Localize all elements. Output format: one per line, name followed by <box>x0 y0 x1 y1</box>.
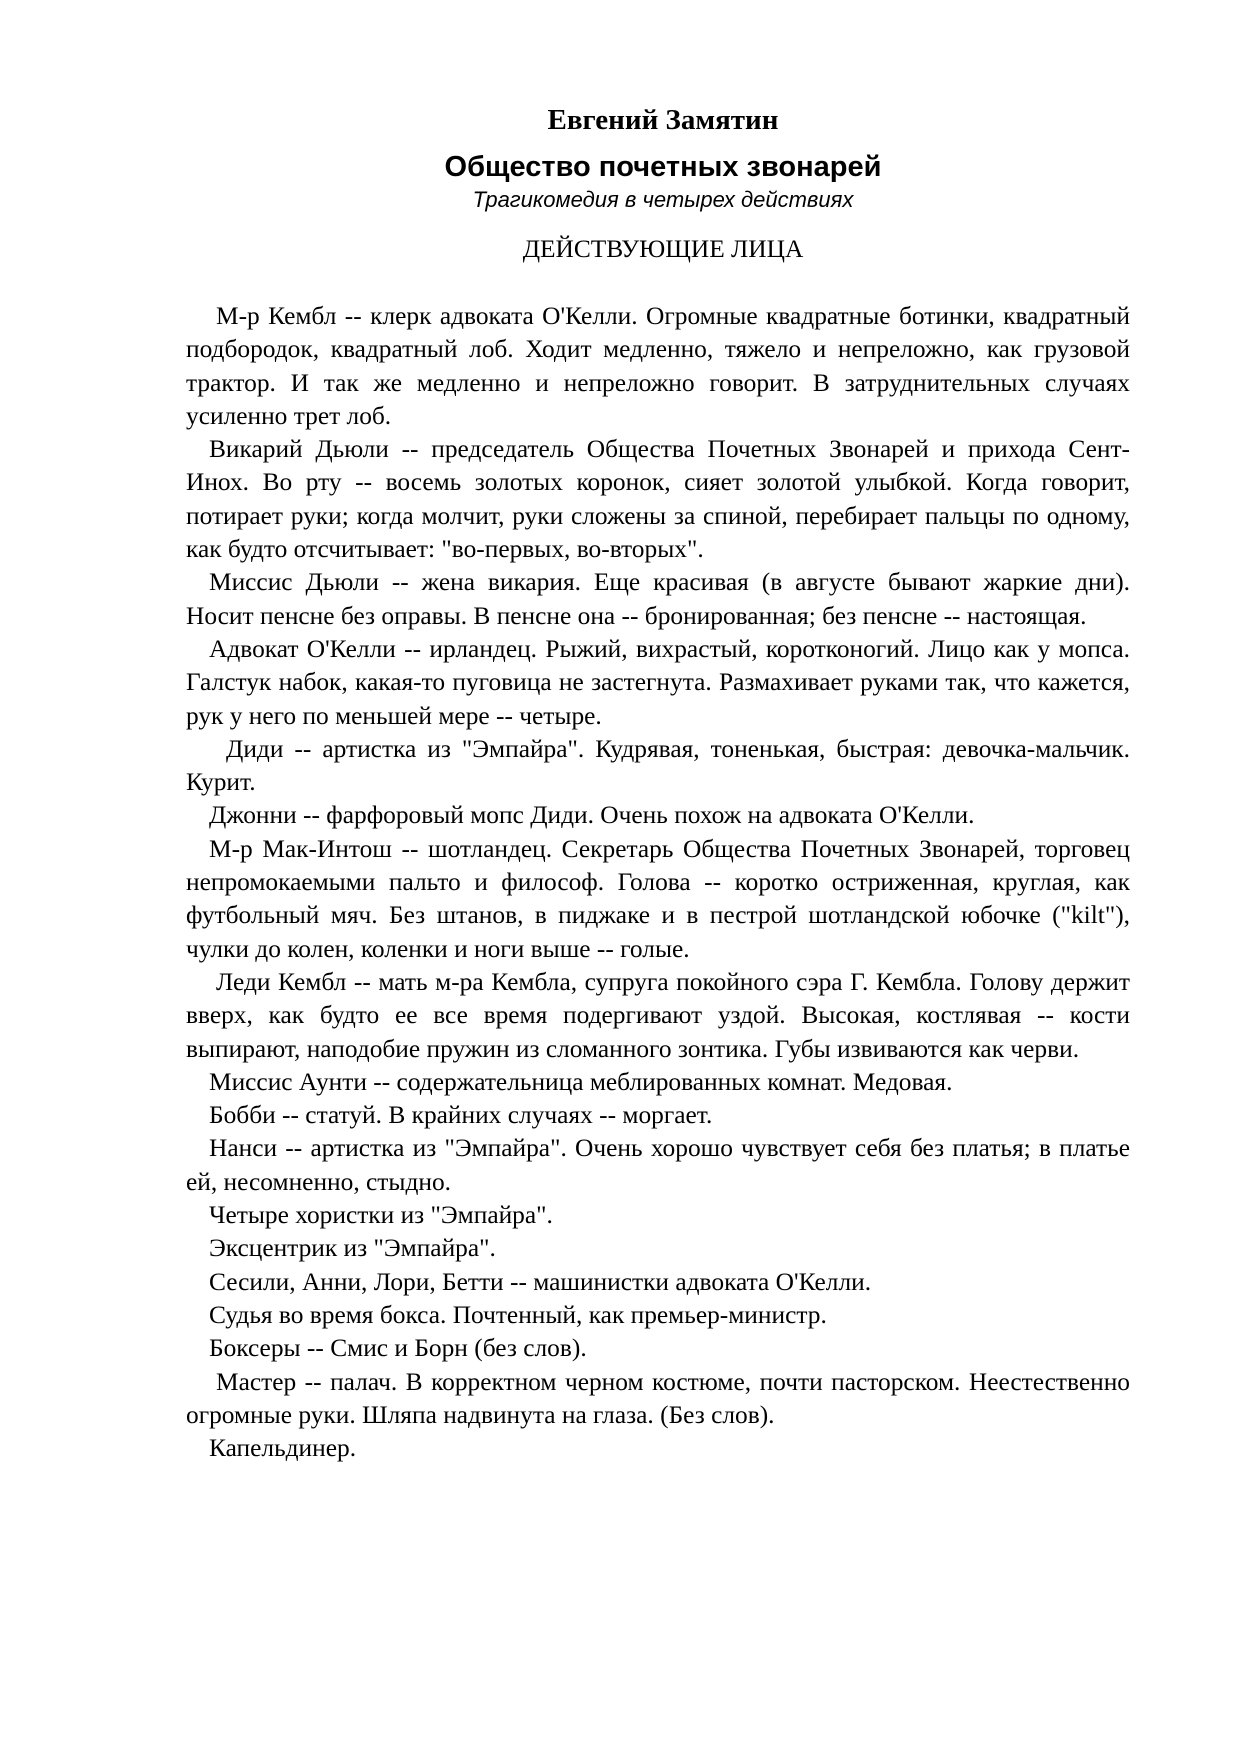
document-page <box>186 100 1130 1465</box>
cast-entry-didi: Диди -- артистка из "Эмпайра". Кудрявая, тоненькая, быстрая: девочка-мальчик. Курит. <box>186 734 1130 797</box>
cast-entry-kembl: М-р Кембл -- клерк адвоката О'Келли. Огромные квадратные ботинки, квадратный подбородок, квадратный лоб. Ходит медленно, тяжело и непреложно, как грузовой трактор. И так же медленно и непреложно говорит. В затруднительных случаях усиленно трет лоб. <box>186 302 1130 430</box>
cast-heading: ДЕЙСТВУЮЩИЕ ЛИЦА <box>522 235 804 263</box>
cast-entry-usher: Капельдинер. <box>209 1434 357 1463</box>
cast-entry-okelly: Адвокат О'Келли -- ирландец. Рыжий, вихрастый, коротконогий. Лицо как у мопса. Галстук набок, какая-то пуговица не застегнута. Размахивает руками так, что кажется, рук у него по меньшей мере -- четыре. <box>186 634 1130 730</box>
cast-entry-chorus-girls: Четыре хористки из "Эмпайра". <box>209 1201 553 1230</box>
cast-entry-boxers: Боксеры -- Смис и Борн (без слов). <box>209 1334 587 1363</box>
cast-entry-mcintosh: М-р Мак-Интош -- шотландец. Секретарь Общества Почетных Звонарей, торговец непромокаемыми пальто и философ. Голова -- коротко остриженная, круглая, как футбольный мяч. Без штанов, в пиджаке и в пестрой шотландской юбочке ("kilt"), чулки до колен, коленки и ноги выше -- голые. <box>186 834 1130 963</box>
cast-entry-nancy: Нанси -- артистка из "Эмпайра". Очень хорошо чувствует себя без платья; в платье ей, несомненно, стыдно. <box>186 1134 1130 1196</box>
cast-entry-johnny: Джонни -- фарфоровый мопс Диди. Очень похож на адвоката О'Келли. <box>209 801 975 830</box>
cast-entry-vicar-dewley: Викарий Дьюли -- председатель Общества Почетных Звонарей и прихода Сент-Инох. Во рту -- восемь золотых коронок, сияет золотой улыбкой. Когда говорит, потирает руки; когда молчит, руки сложены за спиной, перебирает пальцы по одному, как будто отсчитывает: "во-первых, во-вторых". <box>186 435 1130 564</box>
cast-entry-typists: Сесили, Анни, Лори, Бетти -- машинистки адвоката О'Келли. <box>209 1267 872 1296</box>
cast-list <box>186 300 1130 1465</box>
cast-entry-eccentric: Эксцентрик из "Эмпайра". <box>209 1234 496 1263</box>
cast-entry-bobby: Бобби -- статуй. В крайних случаях -- моргает. <box>209 1101 713 1130</box>
play-subtitle: Трагикомедия в четырех действиях <box>472 187 854 212</box>
cast-entry-lady-kembl: Леди Кембл -- мать м-ра Кембла, супруга покойного сэра Г. Кембла. Голову держит вверх, как будто ее все время подергивают уздой. Высокая, костлявая -- кости выпирают, наподобие пружин из сломанного зонтика. Губы извиваются как черви. <box>186 967 1130 1063</box>
cast-entry-master: Мастер -- палач. В корректном черном костюме, почти пасторском. Неестественно огромные руки. Шляпа надвинута на глаза. (Без слов). <box>186 1367 1130 1429</box>
play-title: Общество почетных звонарей <box>444 151 882 183</box>
cast-entry-mrs-aunty: Миссис Аунти -- содержательница меблированных комнат. Медовая. <box>209 1067 953 1096</box>
cast-entry-mrs-dewley: Миссис Дьюли -- жена викария. Еще красивая (в августе бывают жаркие дни). Носит пенсне без оправы. В пенсне она -- бронированная; без пенсне -- настоящая. <box>186 568 1130 630</box>
cast-entry-judge: Судья во время бокса. Почтенный, как премьер-министр. <box>209 1300 827 1329</box>
author-name: Евгений Замятин <box>547 104 779 136</box>
